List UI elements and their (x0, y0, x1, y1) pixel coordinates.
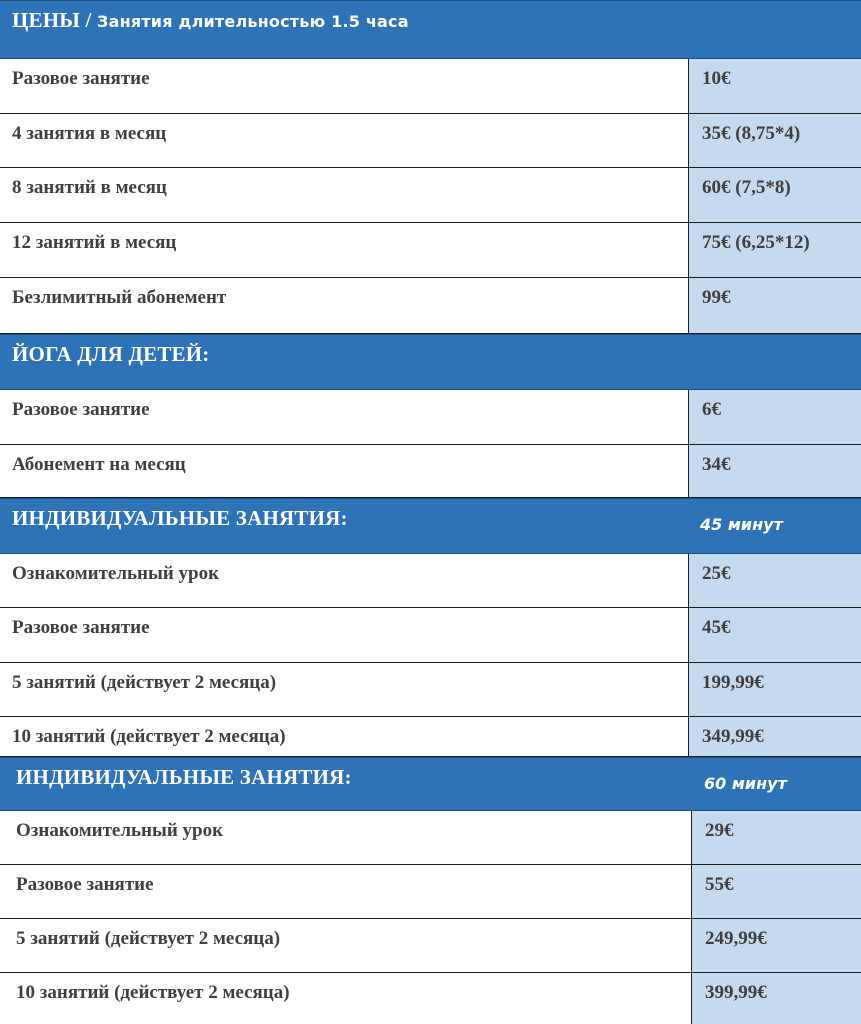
table-row (0, 445, 861, 498)
row-label: Разовое занятие (12, 617, 150, 638)
row-label: 12 занятий в месяц (12, 232, 177, 253)
section-header-individual-60 (0, 757, 861, 811)
row-price: 45€ (702, 617, 731, 638)
table-row (0, 168, 861, 223)
table-row (0, 663, 861, 717)
table-row (0, 223, 861, 278)
row-price: 35€ (8,75*4) (702, 123, 801, 144)
row-price: 60€ (7,5*8) (702, 177, 791, 198)
row-price: 399,99€ (705, 982, 767, 1003)
section-title: ИНДИВИДУАЛЬНЫЕ ЗАНЯТИЯ: (12, 506, 348, 530)
row-label: Ознакомительный урок (16, 820, 224, 841)
row-price: 75€ (6,25*12) (702, 232, 810, 253)
table-row (0, 973, 861, 1024)
row-label: Абонемент на месяц (12, 454, 186, 475)
section-title: ИНДИВИДУАЛЬНЫЕ ЗАНЯТИЯ: (16, 765, 352, 789)
table-row (0, 865, 861, 919)
row-label: Разовое занятие (12, 68, 150, 89)
section-header-individual-45 (0, 498, 861, 554)
row-label: Разовое занятие (16, 874, 154, 895)
row-price: 199,99€ (702, 672, 764, 693)
row-price: 10€ (702, 68, 731, 89)
table-row (0, 608, 861, 663)
table-row (0, 278, 861, 334)
section-title: ЦЕНЫ / Занятия длительностью 1.5 часа (12, 8, 409, 32)
row-label: 4 занятия в месяц (12, 123, 167, 144)
section-title: ЙОГА ДЛЯ ДЕТЕЙ: (12, 342, 210, 366)
table-row (0, 59, 861, 114)
section-header-kids-yoga (0, 334, 861, 390)
table-row (0, 390, 861, 445)
row-price: 99€ (702, 287, 731, 308)
table-row (0, 114, 861, 168)
row-label: Разовое занятие (12, 399, 150, 420)
row-label: Ознакомительный урок (12, 563, 220, 584)
row-price: 29€ (705, 820, 734, 841)
row-label: 10 занятий (действует 2 месяца) (12, 726, 286, 747)
section-header-prices (0, 0, 861, 59)
row-price: 349,99€ (702, 726, 764, 747)
table-row (0, 811, 861, 865)
row-price: 34€ (702, 454, 731, 475)
row-price: 25€ (702, 563, 731, 584)
row-label: 8 занятий в месяц (12, 177, 167, 198)
row-label: 5 занятий (действует 2 месяца) (12, 672, 277, 693)
section-duration: 45 минут (700, 515, 783, 534)
row-label: Безлимитный абонемент (12, 287, 227, 308)
row-label: 5 занятий (действует 2 месяца) (16, 928, 281, 949)
table-row (0, 717, 861, 757)
row-price: 249,99€ (705, 928, 767, 949)
table-row (0, 554, 861, 608)
section-duration: 60 минут (704, 774, 787, 793)
row-label: 10 занятий (действует 2 месяца) (16, 982, 290, 1003)
row-price: 55€ (705, 874, 734, 895)
row-price: 6€ (702, 399, 721, 420)
table-row (0, 919, 861, 973)
section-subtitle: Занятия длительностью 1.5 часа (97, 12, 409, 31)
